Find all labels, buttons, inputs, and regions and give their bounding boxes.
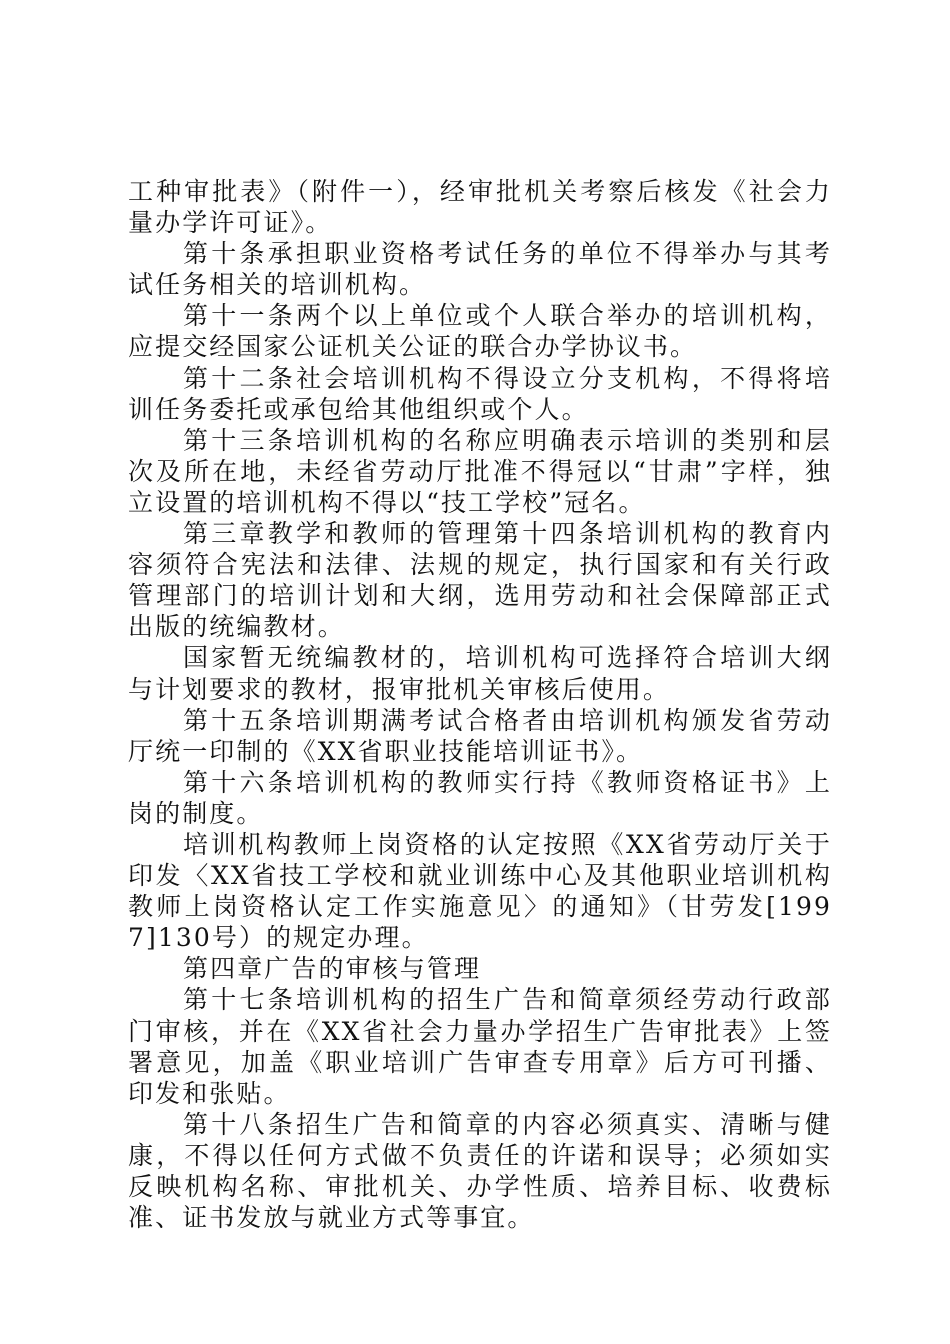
chapter-4-heading: 第四章广告的审核与管理 [183,954,482,984]
paragraph-article-15: 第十五条培训期满考试合格者由培训机构颁发省劳动厅统一印制的《XX省职业技能培训证书》。 [128,705,832,766]
paragraph-article-18: 第十八条招生广告和简章的内容必须真实、清晰与健康，不得以任何方式做不负责任的许诺和误导；必须如实反映机构名称、审批机关、办学性质、培养目标、收费标准、证书发放与就业方式等事宜。 [128,1109,832,1233]
paragraph-textbook-note: 国家暂无统编教材的，培训机构可选择符合培训大纲与计划要求的教材，报审批机关审核后使用。 [128,643,832,704]
paragraph-article-16: 第十六条培训机构的教师实行持《教师资格证书》上岗的制度。 [128,767,832,828]
paragraph-teacher-qualification: 培训机构教师上岗资格的认定按照《XX省劳动厅关于印发〈XX省技工学校和就业训练中心及其他职业培训机构教师上岗资格认定工作实施意见〉的通知》（甘劳发[1997]130号）的规定办理。 [128,829,832,953]
paragraph-chapter-3-article-14: 第三章教学和教师的管理第十四条培训机构的教育内容须符合宪法和法律、法规的规定，执行国家和有关行政管理部门的培训计划和大纲，选用劳动和社会保障部正式出版的统编教材。 [128,519,832,642]
paragraph-continuation: 工种审批表》（附件一），经审批机关考察后核发《社会力量办学许可证》。 [128,177,832,238]
paragraph-article-17: 第十七条培训机构的招生广告和简章须经劳动行政部门审核，并在《XX省社会力量办学招生广告审批表》上签署意见，加盖《职业培训广告审查专用章》后方可刊播、印发和张贴。 [128,985,832,1108]
document-body [128,176,832,1233]
paragraph-article-12: 第十二条社会培训机构不得设立分支机构，不得将培训任务委托或承包给其他组织或个人。 [128,363,832,424]
paragraph-article-11: 第十一条两个以上单位或个人联合举办的培训机构，应提交经国家公证机关公证的联合办学协议书。 [128,301,832,362]
paragraph-article-13: 第十三条培训机构的名称应明确表示培训的类别和层次及所在地，未经省劳动厅批准不得冠以“甘肃”字样，独立设置的培训机构不得以“技工学校”冠名。 [128,425,832,517]
paragraph-article-10: 第十条承担职业资格考试任务的单位不得举办与其考试任务相关的培训机构。 [128,239,832,300]
